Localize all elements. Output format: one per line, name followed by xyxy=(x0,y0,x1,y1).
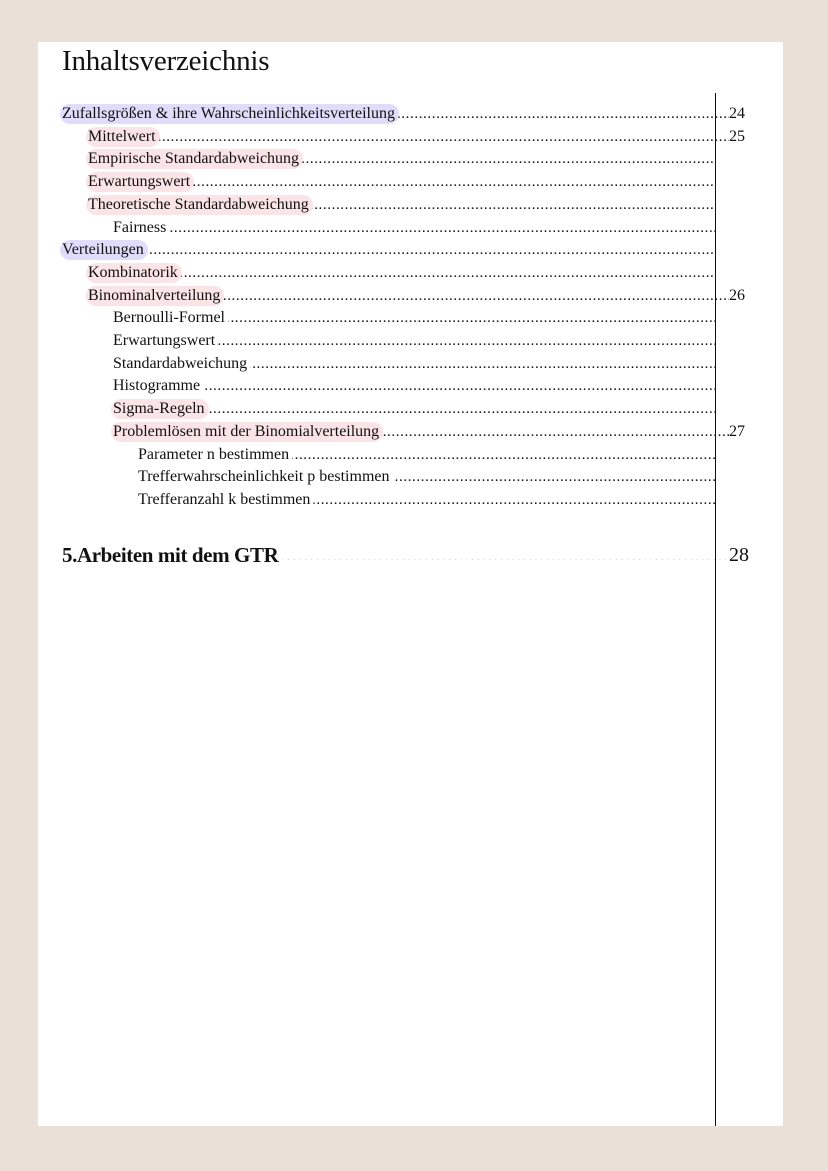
toc-entry-label: Verteilungen xyxy=(60,240,148,260)
toc-entry-label: Standardabweichung xyxy=(111,354,251,374)
toc-entry-label: Empirische Standardabweichung xyxy=(86,149,303,169)
toc-entry-page-number: 26 xyxy=(729,286,745,304)
toc-entry-leader xyxy=(88,127,729,147)
toc-entry-label: Parameter n bestimmen xyxy=(136,445,293,465)
toc-entry-label: Trefferwahrscheinlichkeit p bestimmen xyxy=(136,467,394,487)
toc-entry-label: Erwartungswert xyxy=(86,172,194,192)
toc-entry-label: Zufallsgrößen & ihre Wahrscheinlichkeitsverteilung xyxy=(60,104,399,124)
toc-entry-label: Erwartungswert xyxy=(111,331,219,351)
toc-entry-label: Theoretische Standardabweichung xyxy=(86,195,313,215)
toc-entry-page-number: 27 xyxy=(729,422,745,440)
toc-entry-label: Trefferanzahl k bestimmen xyxy=(136,490,314,510)
toc-entry-label: Histogramme xyxy=(111,376,204,396)
toc-entry-leader xyxy=(88,263,715,283)
toc-entry-label: Binominalverteilung xyxy=(86,286,224,306)
toc-entry-leader xyxy=(62,240,715,260)
toc-entry-label: Bernoulli-Formel xyxy=(111,308,229,328)
toc-entry-label: Fairness xyxy=(111,218,170,238)
page-title: Inhaltsverzeichnis xyxy=(62,45,270,77)
toc-entry-leader xyxy=(113,218,715,238)
margin-line xyxy=(715,93,716,1126)
toc-entry-page-number: 25 xyxy=(729,127,745,145)
toc-chapter-page-number: 28 xyxy=(729,544,749,566)
toc-entry-label: Kombinatorik xyxy=(86,263,182,283)
toc-entry-label: Problemlösen mit der Binomialverteilung xyxy=(111,422,383,442)
toc-entry-page-number: 24 xyxy=(729,105,745,122)
toc-chapter-label: 5.Arbeiten mit dem GTR xyxy=(60,540,282,570)
toc-entry-label: Sigma-Regeln xyxy=(111,399,209,419)
toc-entry-label: Mittelwert xyxy=(86,127,160,147)
